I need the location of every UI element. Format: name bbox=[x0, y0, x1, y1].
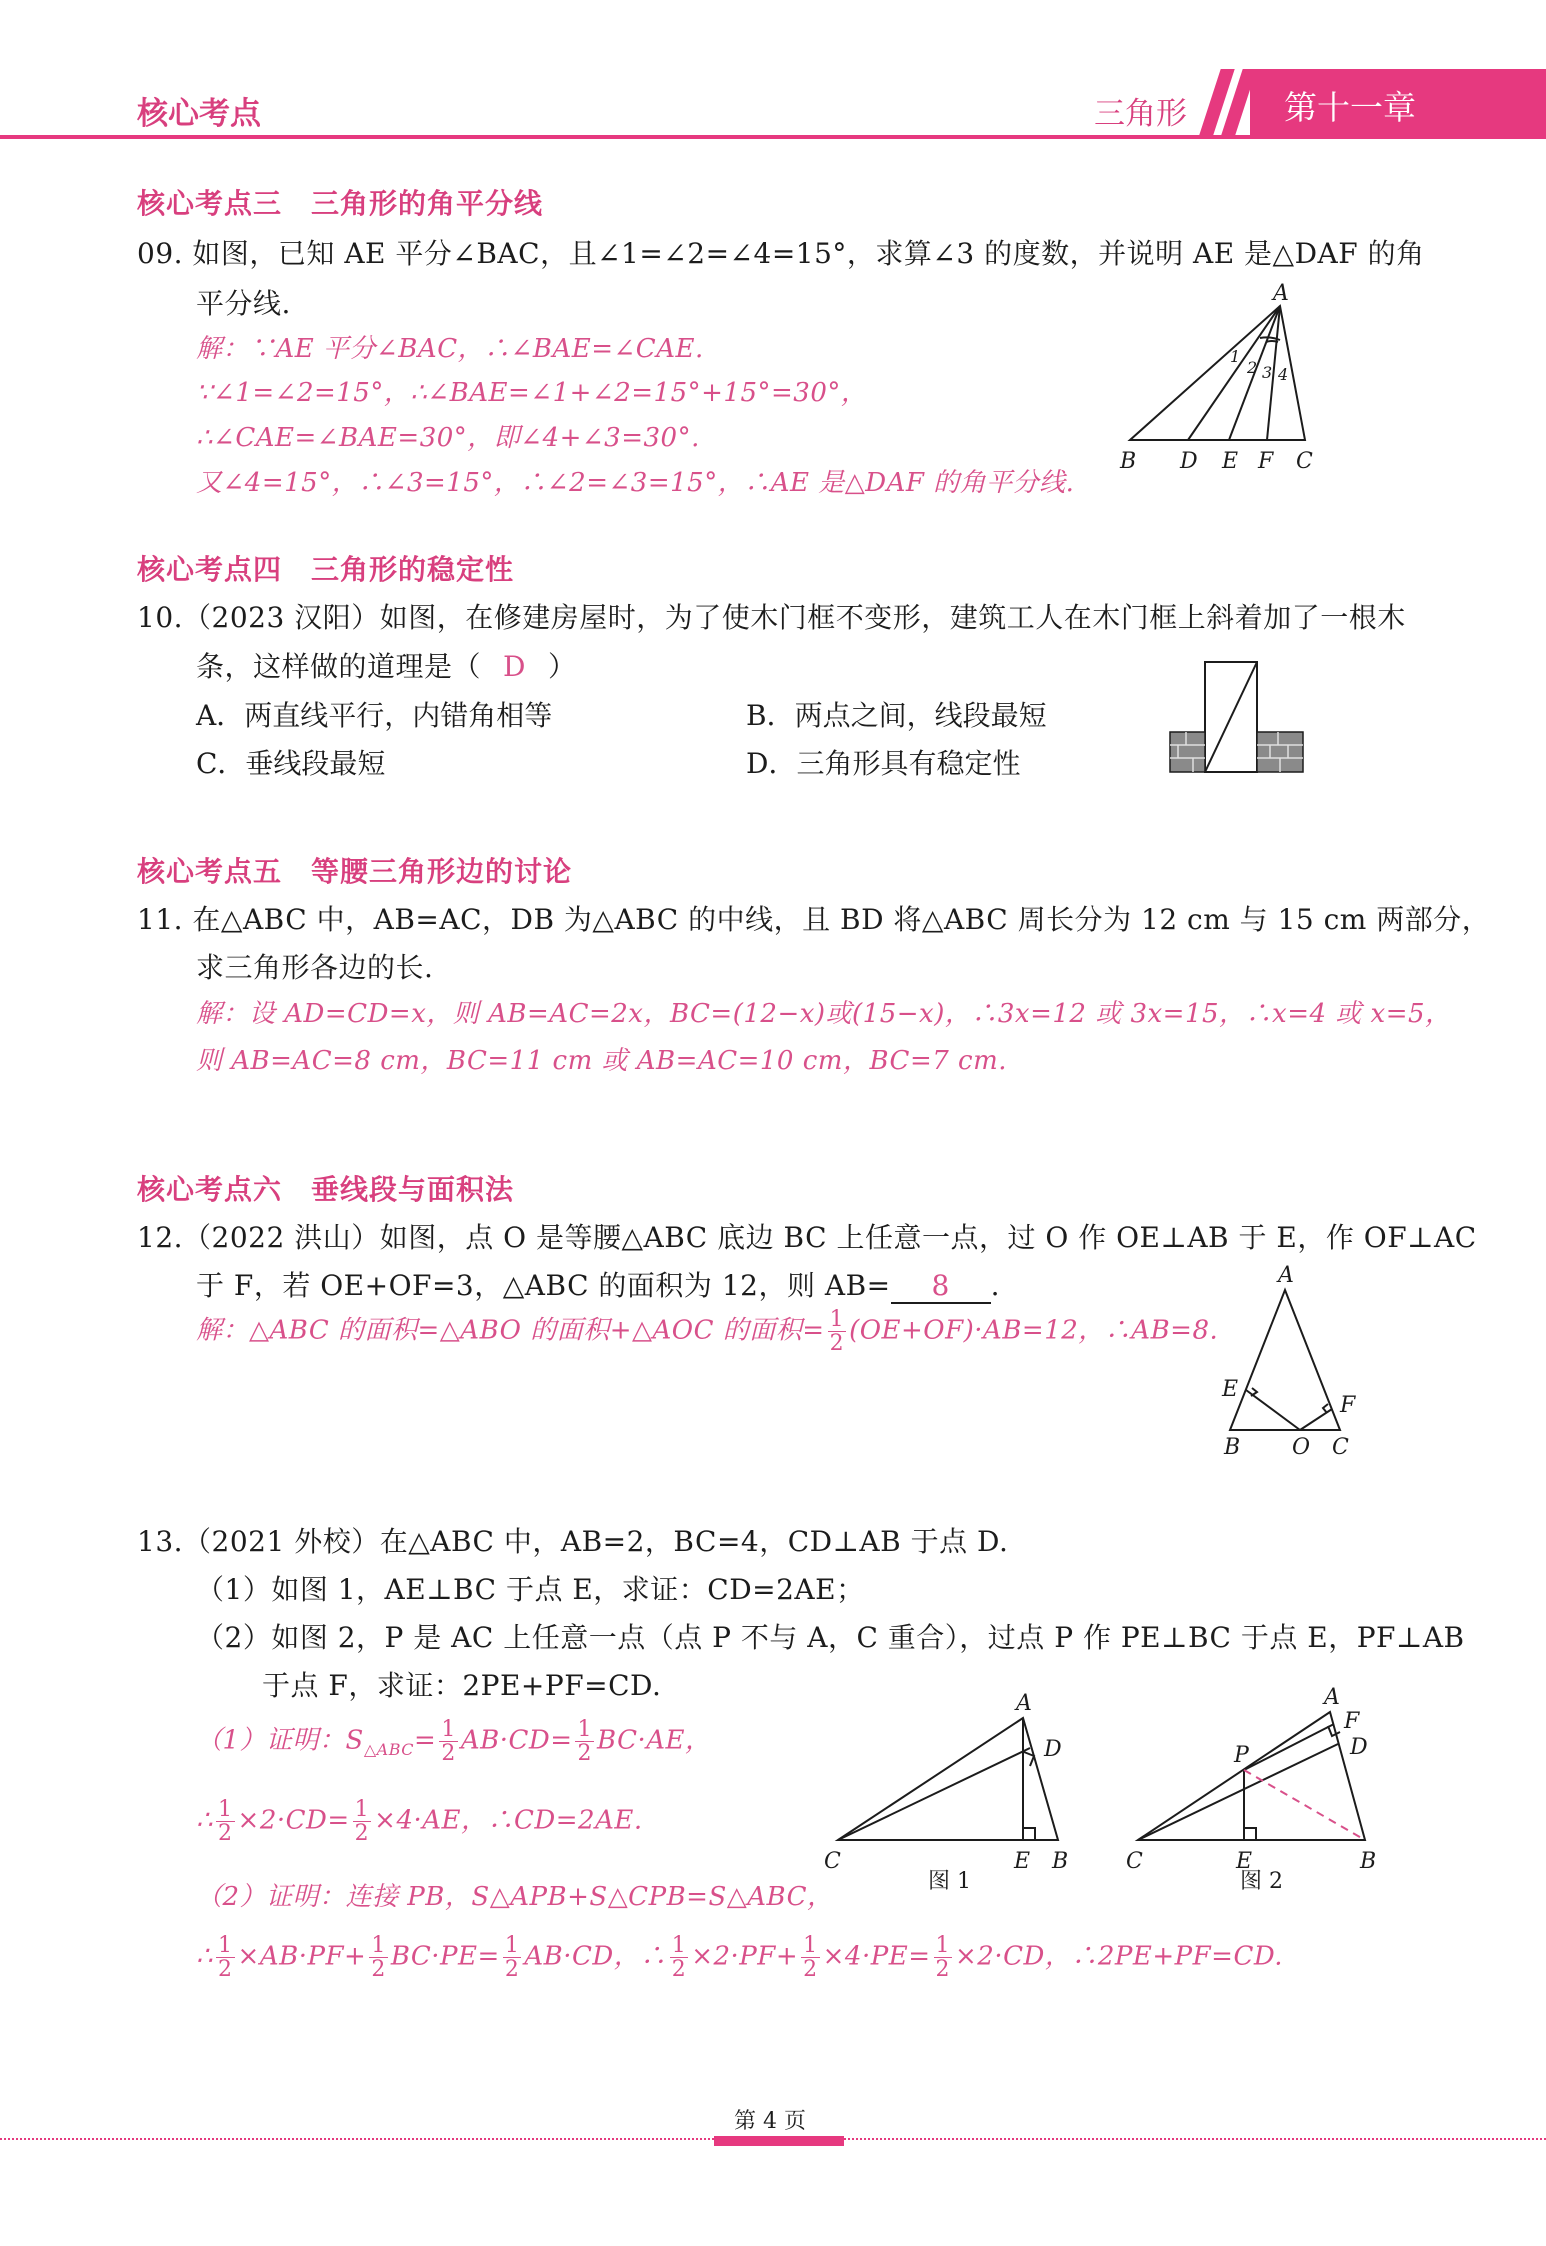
q13-ans4-e: ×2·PF+ bbox=[691, 1941, 799, 1972]
fig2-label-A: A bbox=[1324, 1685, 1340, 1710]
q10-option-a: A．两直线平行，内错角相等 bbox=[196, 699, 553, 732]
q11-answer-2: 则 AB=AC=8 cm，BC=11 cm 或 AB=AC=10 cm，BC=7 cm. bbox=[196, 1046, 1008, 1076]
fig1-label-C: C bbox=[824, 1849, 841, 1874]
q12-answer-line bbox=[196, 1308, 1218, 1355]
frac-den: 2 bbox=[354, 1821, 370, 1847]
q12-line2-pre: 于 F，若 OE+OF=3，△ABC 的面积为 12，则 AB= bbox=[196, 1269, 891, 1302]
header-section-label: 核心考点 bbox=[137, 96, 261, 132]
q09-label-C: C bbox=[1296, 449, 1313, 474]
frac-den: 2 bbox=[218, 1957, 233, 1983]
fig2-label-F: F bbox=[1344, 1709, 1360, 1734]
q13-ans4-g: ×2·CD，∴2PE+PF=CD. bbox=[955, 1941, 1284, 1972]
q12-figure bbox=[1210, 1262, 1370, 1462]
fig2-caption: 图 2 bbox=[1240, 1869, 1283, 1894]
header-rule bbox=[0, 135, 1546, 139]
frac-num: 1 bbox=[803, 1933, 818, 1958]
q12-answer-blank: 8 bbox=[891, 1269, 991, 1304]
q10-line2-pre: 条，这样做的道理是（ bbox=[196, 650, 482, 683]
q13-half-4 bbox=[353, 1798, 372, 1845]
q09-label-D: D bbox=[1180, 449, 1198, 474]
fig2-label-E: E bbox=[1236, 1849, 1253, 1874]
frac-den: 2 bbox=[671, 1957, 687, 1983]
fig1-label-A: A bbox=[1016, 1691, 1032, 1716]
q13-half-7 bbox=[503, 1934, 522, 1981]
page-number: 第 4 页 bbox=[734, 2109, 806, 2134]
q09-angle-3: 3 bbox=[1262, 363, 1273, 382]
q13-line2: （1）如图 1，AE⊥BC 于点 E，求证：CD=2AE； bbox=[196, 1573, 865, 1606]
frac-num: 1 bbox=[218, 1933, 233, 1958]
q10-door-figure bbox=[1168, 660, 1308, 775]
q13-figure-2 bbox=[1120, 1680, 1390, 1880]
q09-angle-1: 1 bbox=[1230, 347, 1241, 366]
q09-angle-4: 4 bbox=[1278, 365, 1289, 384]
fig1-label-E: E bbox=[1014, 1849, 1031, 1874]
q11-line2: 求三角形各边的长. bbox=[196, 951, 434, 984]
section-title-5: 核心考点五 等腰三角形边的讨论 bbox=[137, 855, 573, 888]
q13-answer-1 bbox=[196, 1718, 712, 1765]
q10-line2 bbox=[196, 645, 576, 685]
q13-line4: 于点 F，求证：2PE+PF=CD. bbox=[262, 1669, 662, 1702]
frac-den: 2 bbox=[803, 1957, 818, 1983]
header-chapter: 第十一章 bbox=[1284, 88, 1416, 127]
footer-accent-bar bbox=[714, 2136, 844, 2146]
q12-line2-post: . bbox=[990, 1269, 1001, 1302]
q13-ans4-c: BC·PE= bbox=[390, 1941, 500, 1972]
q12-line1: 12.（2022 洪山）如图，点 O 是等腰△ABC 底边 BC 上任意一点，过 O 作 OE⊥AB 于 E，作 OF⊥AC bbox=[137, 1221, 1477, 1254]
frac-num: 1 bbox=[504, 1933, 520, 1958]
q13-ans1-a: AB·CD= bbox=[460, 1725, 573, 1756]
section-title-3: 核心考点三 三角形的角平分线 bbox=[137, 187, 544, 220]
frac-num: 1 bbox=[354, 1797, 370, 1822]
q09-label-A: A bbox=[1273, 281, 1289, 306]
q13-answer-3: （2）证明：连接 PB，S△APB+S△CPB=S△ABC， bbox=[196, 1882, 834, 1912]
q12-label-B: B bbox=[1224, 1435, 1241, 1460]
frac-den: 2 bbox=[577, 1741, 592, 1767]
q13-ans1-mid: = bbox=[414, 1725, 437, 1756]
q13-figure-1 bbox=[818, 1688, 1088, 1888]
frac-num: 1 bbox=[671, 1933, 687, 1958]
q10-line2-post: ） bbox=[547, 650, 577, 683]
q12-line2 bbox=[196, 1264, 1000, 1304]
q12-ans-post: (OE+OF)·AB=12，∴AB=8. bbox=[849, 1315, 1219, 1346]
frac-den: 2 bbox=[441, 1741, 456, 1767]
q13-ans1-sub: △ABC bbox=[363, 1739, 415, 1759]
q13-half-9 bbox=[801, 1934, 820, 1981]
frac-num: 1 bbox=[441, 1717, 456, 1742]
q10-line1: 10.（2023 汉阳）如图，在修建房屋时，为了使木门框不变形，建筑工人在木门框上斜着加了一根木 bbox=[137, 601, 1406, 634]
q11-answer-1: 解：设 AD=CD=x，则 AB=AC=2x，BC=(12−x)或(15−x)，∴3x=12 或 3x=15，∴x=4 或 x=5， bbox=[196, 999, 1452, 1029]
q09-answer-3: ∴∠CAE=∠BAE=30°，即∠4+∠3=30°. bbox=[196, 423, 700, 453]
frac-den: 2 bbox=[371, 1957, 386, 1983]
q10-option-d: D．三角形具有稳定性 bbox=[746, 747, 1021, 780]
fig2-label-D: D bbox=[1350, 1735, 1368, 1760]
q12-label-O: O bbox=[1292, 1435, 1311, 1460]
q13-line3: （2）如图 2，P 是 AC 上任意一点（点 P 不与 A，C 重合），过点 P 作 PE⊥BC 于点 E，PF⊥AB bbox=[196, 1621, 1465, 1654]
q10-option-b: B．两点之间，线段最短 bbox=[746, 699, 1047, 732]
q13-half-6 bbox=[369, 1934, 388, 1981]
q09-line2: 平分线. bbox=[196, 287, 291, 320]
q13-half-8 bbox=[670, 1934, 689, 1981]
q09-figure bbox=[1110, 278, 1330, 478]
q13-ans2-a: ∴ bbox=[196, 1805, 214, 1836]
q13-ans2-c: ×4·AE，∴CD=2AE. bbox=[374, 1805, 643, 1836]
header-subject: 三角形 bbox=[1094, 96, 1187, 132]
q12-label-E: E bbox=[1222, 1377, 1239, 1402]
q09-angle-2: 2 bbox=[1247, 358, 1258, 377]
fig2-label-C: C bbox=[1126, 1849, 1143, 1874]
q13-half-2 bbox=[575, 1718, 594, 1765]
q12-label-A: A bbox=[1278, 1263, 1294, 1288]
section-title-4: 核心考点四 三角形的稳定性 bbox=[137, 553, 515, 586]
q13-line1: 13.（2021 外校）在△ABC 中，AB=2，BC=4，CD⊥AB 于点 D. bbox=[137, 1525, 1009, 1558]
q09-label-F: F bbox=[1258, 449, 1274, 474]
q09-label-E: E bbox=[1222, 449, 1239, 474]
q09-answer-4: 又∠4=15°，∴∠3=15°，∴∠2=∠3=15°，∴AE 是△DAF 的角平分线. bbox=[196, 468, 1075, 498]
q13-ans2-b: ×2·CD= bbox=[237, 1805, 350, 1836]
frac-num: 1 bbox=[218, 1797, 233, 1822]
q13-half-3 bbox=[216, 1798, 235, 1845]
frac-num: 1 bbox=[935, 1933, 950, 1958]
q13-ans4-d: AB·CD，∴ bbox=[524, 1941, 667, 1972]
frac-num: 1 bbox=[577, 1717, 592, 1742]
q12-fraction bbox=[828, 1308, 847, 1355]
q13-ans4-f: ×4·PE= bbox=[822, 1941, 931, 1972]
q13-ans1-pre: （1）证明：S bbox=[196, 1725, 364, 1756]
q09-line1: 09. 如图，已知 AE 平分∠BAC，且∠1=∠2=∠4=15°，求算∠3 的度数，并说明 AE 是△DAF 的角 bbox=[137, 237, 1425, 270]
q13-half-5 bbox=[216, 1934, 235, 1981]
q12-frac-num: 1 bbox=[829, 1307, 845, 1332]
q13-half-1 bbox=[439, 1718, 458, 1765]
frac-num: 1 bbox=[371, 1933, 386, 1958]
q12-ans-pre: 解：△ABC 的面积=△ABO 的面积+△AOC 的面积= bbox=[196, 1315, 825, 1346]
q13-ans4-a: ∴ bbox=[196, 1941, 214, 1972]
q09-label-B: B bbox=[1120, 449, 1137, 474]
frac-den: 2 bbox=[935, 1957, 950, 1983]
q10-option-c: C．垂线段最短 bbox=[196, 747, 386, 780]
fig1-caption: 图 1 bbox=[928, 1869, 971, 1894]
q12-label-C: C bbox=[1332, 1435, 1349, 1460]
q13-ans1-b: BC·AE， bbox=[596, 1725, 712, 1756]
section-title-6: 核心考点六 垂线段与面积法 bbox=[137, 1173, 515, 1206]
q13-answer-2 bbox=[196, 1798, 643, 1845]
frac-den: 2 bbox=[504, 1957, 520, 1983]
q13-half-10 bbox=[934, 1934, 953, 1981]
fig2-label-B: B bbox=[1360, 1849, 1377, 1874]
q09-answer-1: 解：∵AE 平分∠BAC，∴∠BAE=∠CAE. bbox=[196, 334, 704, 364]
q13-ans4-b: ×AB·PF+ bbox=[237, 1941, 367, 1972]
fig1-label-D: D bbox=[1044, 1737, 1062, 1762]
q12-label-F: F bbox=[1340, 1393, 1356, 1418]
q13-answer-4 bbox=[196, 1934, 1283, 1981]
q10-answer: D bbox=[503, 650, 526, 683]
frac-den: 2 bbox=[218, 1821, 233, 1847]
fig2-label-P: P bbox=[1234, 1743, 1249, 1768]
q12-frac-den: 2 bbox=[829, 1331, 845, 1357]
q11-line1: 11. 在△ABC 中，AB=AC，DB 为△ABC 的中线，且 BD 将△ABC 周长分为 12 cm 与 15 cm 两部分， bbox=[137, 903, 1491, 936]
fig1-label-B: B bbox=[1052, 1849, 1069, 1874]
q09-answer-2: ∵∠1=∠2=15°，∴∠BAE=∠1+∠2=15°+15°=30°， bbox=[196, 378, 868, 408]
